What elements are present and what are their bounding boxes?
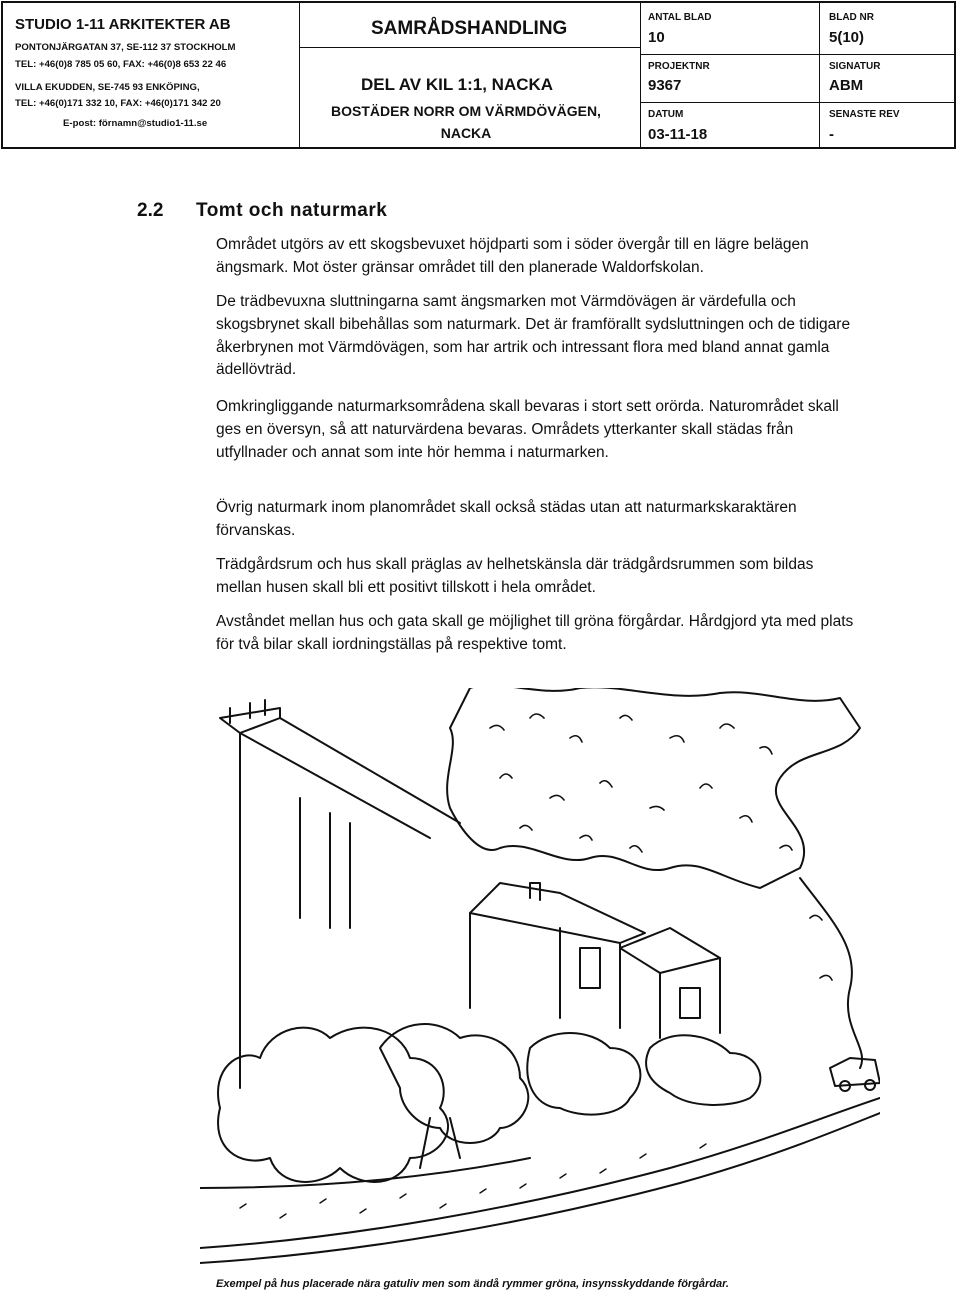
senaste-rev-value: -	[829, 126, 834, 143]
firm-address-2: VILLA EKUDDEN, SE-745 93 ENKÖPING,	[15, 82, 200, 93]
divider	[640, 3, 641, 147]
datum-value: 03-11-18	[648, 126, 708, 143]
house-right	[620, 928, 720, 1038]
project-name: BOSTÄDER NORR OM VÄRMDÖVÄGEN, NACKA	[331, 103, 601, 141]
divider	[299, 47, 640, 48]
document-type: SAMRÅDSHANDLING	[371, 18, 568, 39]
paragraph: Övrig naturmark inom planområdet skall också städas utan att naturmarkskaraktären förvanskas.	[216, 499, 797, 539]
firm-address-1: PONTONJÄRGATAN 37, SE-112 37 STOCKHOLM	[15, 42, 236, 53]
house-center	[470, 883, 645, 1028]
title-block	[1, 1, 956, 149]
projektnr-label: PROJEKTNR	[648, 61, 710, 72]
antal-blad-value: 10	[648, 29, 665, 46]
blad-nr-value: 5(10)	[829, 29, 865, 46]
paragraph: Omkringliggande naturmarksområdena skall bevaras i stort sett orörda. Naturområdet skall ges en översyn, så att naturvärdena bevaras. Områdets ytterkanter skall städas från utfyllnader och annat som inte hör hemma i naturmarken.	[216, 398, 839, 461]
senaste-rev-label: SENASTE REV	[829, 109, 900, 120]
divider	[640, 54, 956, 55]
signatur-label: SIGNATUR	[829, 61, 881, 72]
datum-label: DATUM	[648, 109, 684, 120]
paragraph: Trädgårdsrum och hus skall präglas av helhetskänsla där trädgårdsrummen som bildas mellan husen skall bli ett positivt tillskott i hela området.	[216, 556, 814, 596]
street-sketch-illustration	[200, 688, 880, 1270]
car	[830, 1058, 880, 1091]
foliage-texture	[490, 714, 832, 980]
shrubs-and-trees	[218, 1024, 760, 1182]
divider	[640, 102, 956, 103]
projektnr-value: 9367	[648, 77, 682, 94]
tree-foliage-top	[447, 688, 862, 1068]
section-title: Tomt och naturmark	[196, 200, 388, 221]
paragraph: Avståndet mellan hus och gata skall ge möjlighet till gröna förgårdar. Hårdgjord yta med plats för två bilar skall iordningställas på respektive tomt.	[216, 613, 854, 653]
firm-phone-2: TEL: +46(0)171 332 10, FAX: +46(0)171 342 20	[15, 98, 221, 109]
street-and-curb	[200, 1098, 880, 1263]
tall-building-left	[220, 700, 460, 1088]
firm-email: E-post: förnamn@studio1-11.se	[63, 118, 208, 129]
firm-phone-1: TEL: +46(0)8 785 05 60, FAX: +46(0)8 653 22 46	[15, 59, 227, 70]
signatur-value: ABM	[829, 77, 864, 94]
document-part: DEL AV KIL 1:1, NACKA	[361, 75, 554, 94]
section-number: 2.2	[137, 200, 164, 221]
paragraph: Området utgörs av ett skogsbevuxet höjdparti som i söder övergår till en lägre belägen ängsmark. Mot öster gränsar området till den planerade Waldorfskolan.	[216, 236, 809, 276]
firm-name: STUDIO 1-11 ARKITEKTER AB	[15, 16, 231, 33]
blad-nr-label: BLAD NR	[829, 12, 874, 23]
illustration-caption: Exempel på hus placerade nära gatuliv men som ändå rymmer gröna, insynsskyddande förgårdar.	[216, 1278, 729, 1290]
antal-blad-label: ANTAL BLAD	[648, 12, 712, 23]
paragraph: De trädbevuxna sluttningarna samt ängsmarken mot Värmdövägen är värdefulla och skogsbrynet skall bibehållas som naturmark. Det är framförallt sydsluttningen och de tidigare åkerbrynen mot Värmdövägen, som har artrik och intressant flora med bland annat gamla ädellövträd.	[216, 293, 851, 379]
divider	[819, 3, 820, 147]
divider	[299, 3, 300, 147]
